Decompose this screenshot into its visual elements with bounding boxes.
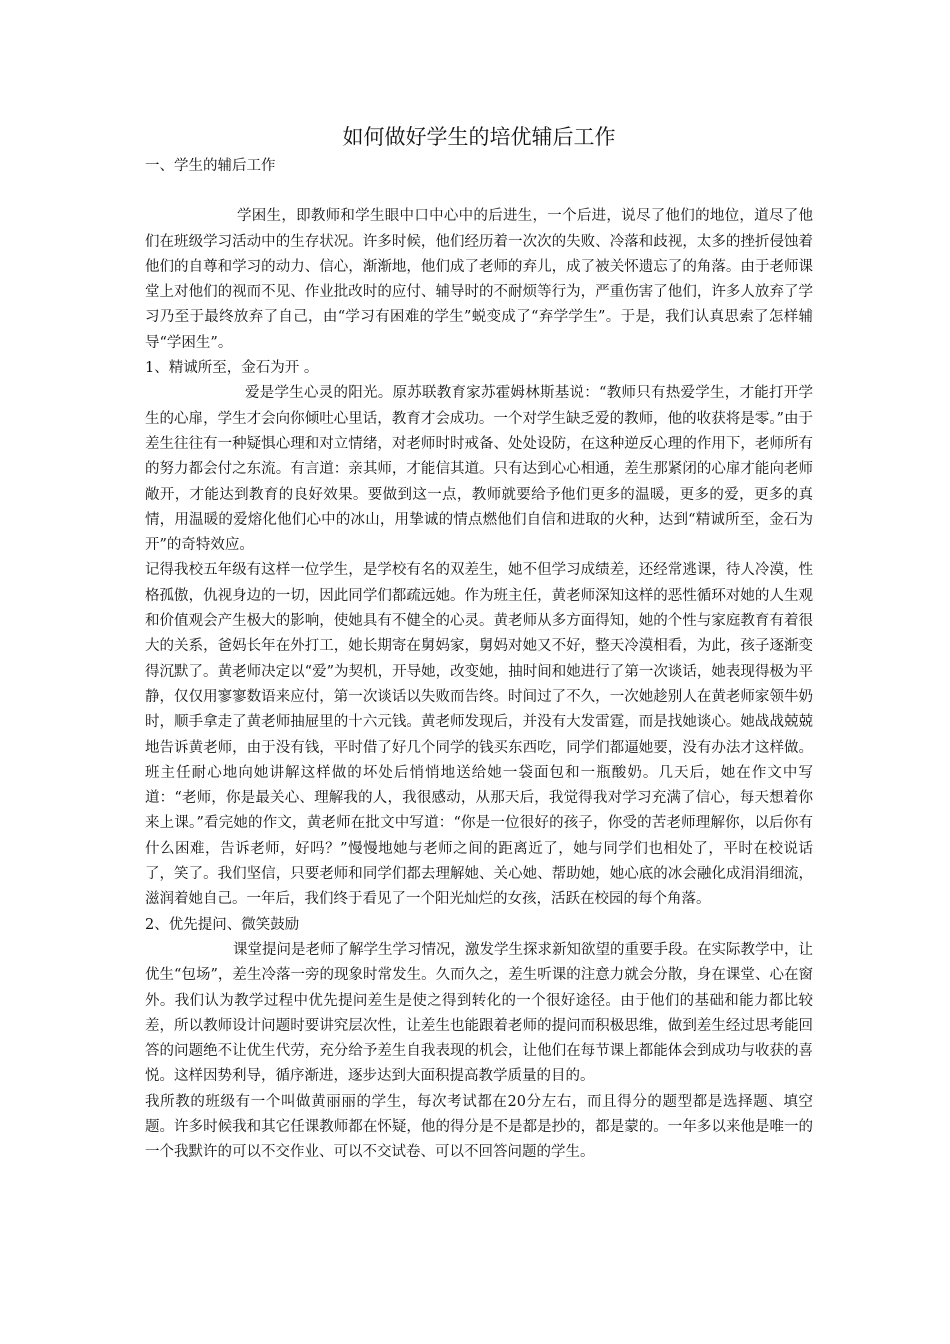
paragraph: 学困生，即教师和学生眼中口中心中的后进生，一个后进，说尽了他们的地位，道尽了他们在班级学习活动中的生存状况。许多时候，他们经历着一次次的失败、冷落和歧视，太多的挫折侵蚀着他们的自尊和学习的动力、信心，渐渐地，他们成了老师的弃儿，成了被关怀遗忘了的角落。由于老师课堂上对他们的视而不见、作业批改时的应付、辅导时的不耐烦等行为，严重伤害了他们，许多人放弃了学习乃至于最终放弃了自己，由“学习有困难的学生”蜕变成了“弃学学生”。于是，我们认真思索了怎样辅导“学困生”。	[145, 208, 813, 351]
subsection-heading: 2、优先提问、微笑鼓励	[145, 916, 300, 933]
blank-line	[145, 179, 813, 204]
paragraph: 记得我校五年级有这样一位学生，是学校有名的双差生，她不但学习成绩差，还经常逃课，待人冷漠，性格孤傲，仇视身边的一切，因此同学们都疏远她。作为班主任，黄老师深知这样的恶性循环对她的人生观和价值观会产生极大的影响，使她具有不健全的心灵。黄老师从多方面得知，她的个性与家庭教育有着很大的关系，爸妈长年在外打工，她长期寄在舅妈家，舅妈对她又不好，整天冷漠相看，为此，孩子逐渐变得沉默了。黄老师决定以“爱”为契机，开导她，改变她，抽时间和她进行了第一次谈话，她表现得极为平静，仅仅用寥寥数语来应付，第一次谈话以失败而告终。时间过了不久，一次她趁别人在黄老师家领牛奶时，顺手拿走了黄老师抽屉里的十六元钱。黄老师发现后，并没有大发雷霆，而是找她谈心。她战战兢兢地告诉黄老师，由于没有钱，平时借了好几个同学的钱买东西吃，同学们都逼她要，没有办法才这样做。班主任耐心地向她讲解这样做的坏处后悄悄地送给她一袋面包和一瓶酸奶。几天后，她在作文中写道：“老师，你是最关心、理解我的人，我很感动，从那天后，我觉得我对学习充满了信心，每天想着你来上课。”看完她的作文，黄老师在批文中写道：“你是一位很好的孩子，你受的苦老师理解你，以后你有什么困难，告诉老师，好吗？”慢慢地她与老师之间的距离近了，她与同学们也相处了，平时在校说话了，笑了。我们坚信，只要老师和同学们都去理解她、关心她、帮助她，她心底的冰会融化成涓涓细流，滋润着她自己。一年后，我们终于看见了一个阳光灿烂的女孩，活跃在校园的每个角落。	[145, 562, 813, 908]
paragraph: 我所教的班级有一个叫做黄丽丽的学生，每次考试都在20分左右，而且得分的题型都是选择题、填空题。许多时候我和其它任课教师都在怀疑，他的得分是不是都是抄的，都是蒙的。一年多以来他是唯一的一个我默许的可以不交作业、可以不交试卷、可以不回答问题的学生。	[145, 1093, 813, 1161]
document-page	[145, 120, 813, 1166]
subsection-heading: 1、精诚所至，金石为开 。	[145, 360, 319, 377]
paragraph: 爱是学生心灵的阳光。原苏联教育家苏霍姆林斯基说：“教师只有热爱学生，才能打开学生的心扉，学生才会向你倾吐心里话，教育才会成功。一个对学生缺乏爱的教师，他的收获将是零。”由于差生往往有一种疑惧心理和对立情绪，对老师时时戒备、处处设防，在这种逆反心理的作用下，老师所有的努力都会付之东流。有言道：亲其师，才能信其道。只有达到心心相通，差生那紧闭的心扉才能向老师敞开，才能达到教育的良好效果。要做到这一点，教师就要给予他们更多的温暖，更多的爱，更多的真情，用温暖的爱熔化他们心中的冰山，用挚诚的情点燃他们自信和进取的火种，达到“精诚所至，金石为开”的奇特效应。	[145, 385, 813, 554]
paragraph: 课堂提问是老师了解学生学习情况，激发学生探求新知欲望的重要手段。在实际教学中，让优生“包场”，差生冷落一旁的现象时常发生。久而久之，差生听课的注意力就会分散，身在课堂、心在窗外。我们认为教学过程中优先提问差生是使之得到转化的一个很好途径。由于他们的基础和能力都比较差，所以教师设计问题时要讲究层次性，让差生也能跟着老师的提问而积极思维，做到差生经过思考能回答的问题绝不让优生代劳，充分给予差生自我表现的机会，让他们在每节课上都能体会到成功与收获的喜悦。这样因势利导，循序渐进，逐步达到大面积提高教学质量的目的。	[145, 941, 813, 1085]
section-heading: 一、学生的辅后工作	[145, 158, 276, 174]
page-title: 如何做好学生的培优辅后工作	[342, 125, 616, 149]
